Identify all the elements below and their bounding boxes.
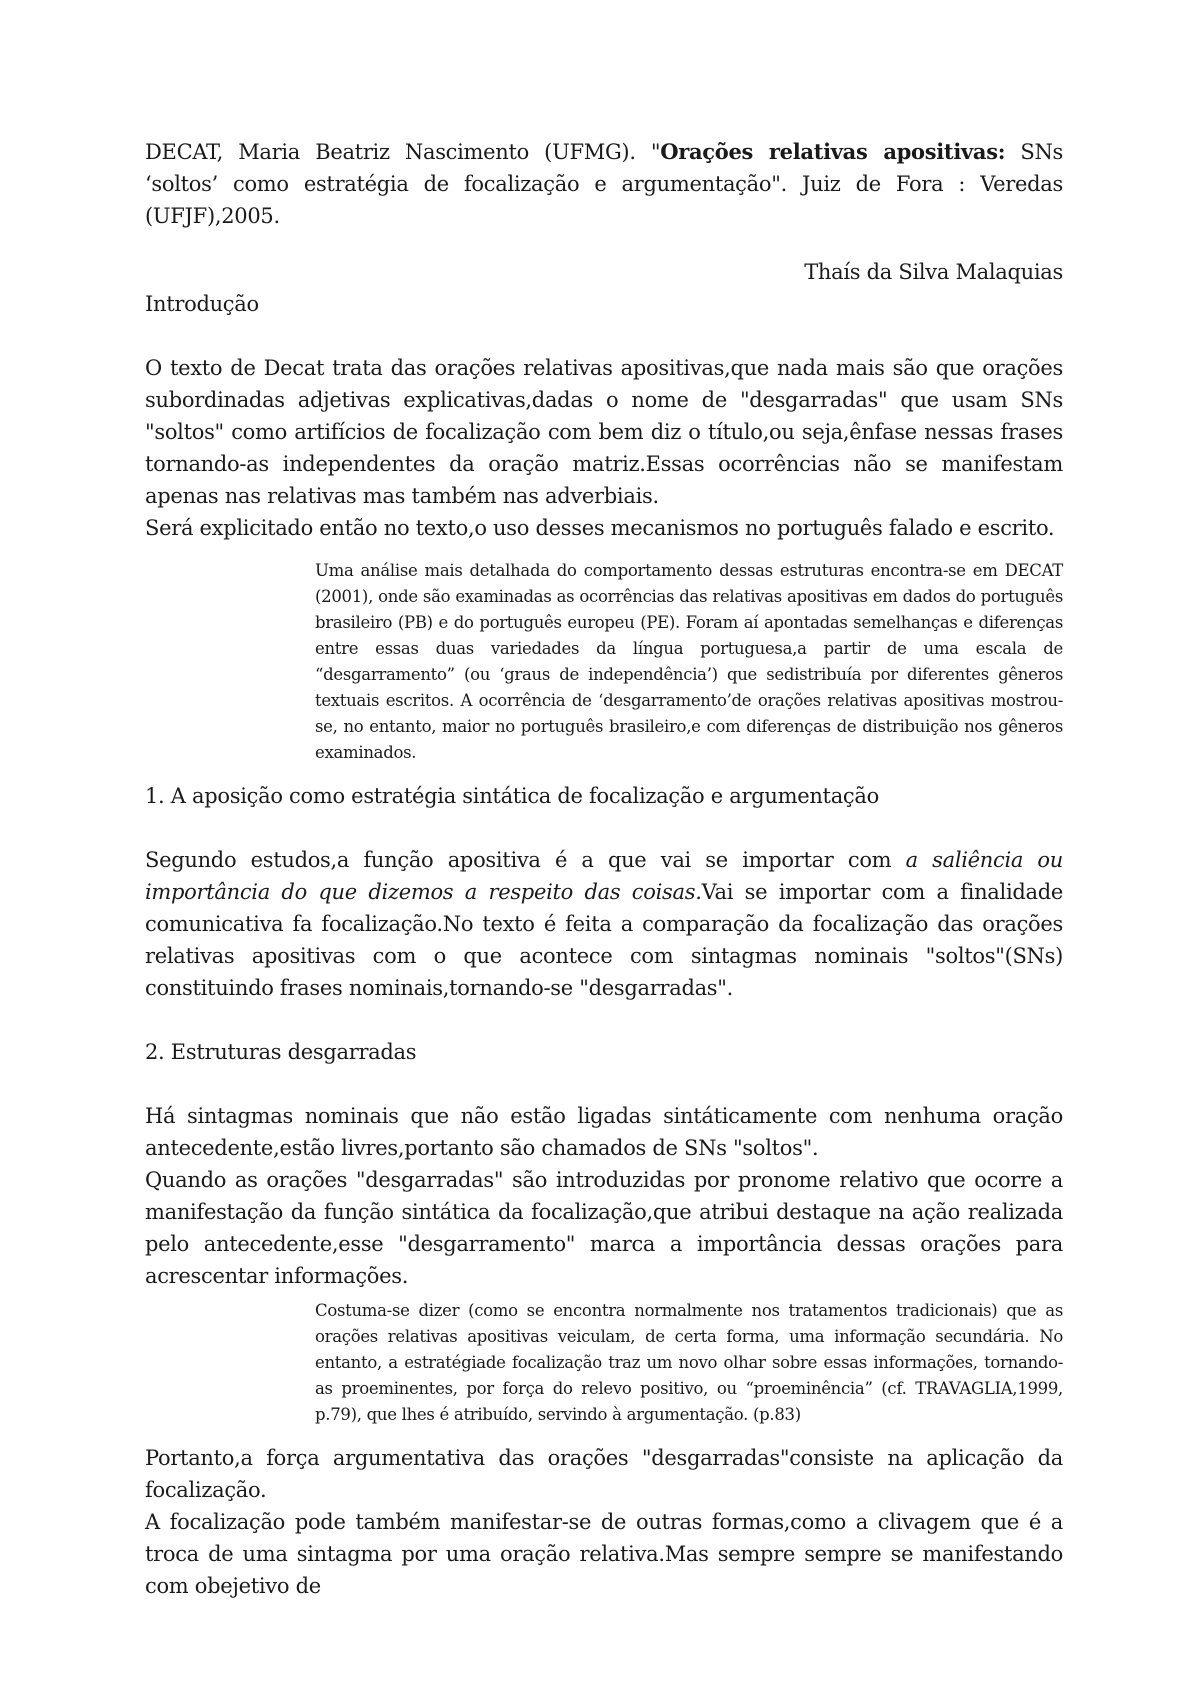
bibliographic-reference [145,136,1063,232]
section-1-italic-text: a saliência ou importância do que dizemos a respeito das coisas. [145,848,1063,904]
section-1-text-start: Segundo estudos,a função apositiva é a que vai se importar com [145,848,906,872]
conclusion-paragraph-1: Portanto,a força argumentativa das orações "desgarradas"consiste na aplicação da focalização. [145,1446,1063,1502]
block-quote-2: Costuma-se dizer (como se encontra normalmente nos tratamentos tradicionais) que as orações relativas apositivas veiculam, de certa forma, uma informação secundária. No entanto, a estratégiade focalização traz um novo olhar sobre essas informações, tornando-as proeminentes, por força do relevo positivo, ou “proeminência” (cf. TRAVAGLIA,1999, p.79), que lhes é atribuído, servindo à argumentação. (p.83) [315,1301,1063,1424]
conclusion-paragraph-2: A focalização pode também manifestar-se de outras formas,como a clivagem que é a troca de uma sintagma por uma oração relativa.Mas sempre sempre se manifestando com obejetivo de [145,1510,1063,1598]
section-1-text-end: Vai se importar com a finalidade comunicativa fa focalização.No texto é feita a comparação da focalização das orações relativas apositivas com o que acontece com sintagmas nominais "soltos"(SNs) constituindo frases nominais,tornando-se "desgarradas". [145,880,1063,1000]
section-1-paragraph [145,844,1063,1004]
author-name: Thaís da Silva Malaquias [804,260,1063,284]
reference-prefix: DECAT, Maria Beatriz Nascimento (UFMG). " [145,140,661,164]
section-2-paragraph-2: Quando as orações "desgarradas" são introduzidas por pronome relativo que ocorre a manifestação da função sintática da focalização,que atribui destaque na ação realizada pelo antecedente,esse "desgarramento" marca a importância dessas orações para acrescentar informações. [145,1168,1063,1288]
section-2-paragraph-1: Há sintagmas nominais que não estão ligadas sintáticamente com nenhuma oração antecedente,estão livres,portanto são chamados de SNs "soltos". [145,1104,1063,1160]
intro-paragraph: O texto de Decat trata das orações relativas apositivas,que nada mais são que orações subordinadas adjetivas explicativas,dadas o nome de "desgarradas" que usam SNs "soltos" como artifícios de focalização com bem diz o título,ou seja,ênfase nessas frases tornando-as independentes da oração matriz.Essas ocorrências não se manifestam apenas nas relativas mas também nas adverbiais. [145,356,1063,508]
document-page [145,136,1063,1602]
block-quote-1: Uma análise mais detalhada do comportamento dessas estruturas encontra-se em DECAT (2001), onde são examinadas as ocorrências das relativas apositivas em dados do português brasileiro (PB) e do português europeu (PE). Foram aí apontadas semelhanças e diferenças entre essas duas variedades da língua portuguesa,a partir de uma escala de “desgarramento” (ou ‘graus de independência’) que sedistribuía por diferentes gêneros textuais escritos. A ocorrência de ‘desgarramento’de orações relativas apositivas mostrou-se, no entanto, maior no português brasileiro,e com diferenças de distribuição nos gêneros examinados. [315,561,1063,762]
section-1-heading: 1. A aposição como estratégia sintática de focalização e argumentação [145,784,879,808]
intro-heading: Introdução [145,292,259,316]
reference-suffix: SNs ‘soltos’ como estratégia de focalização e argumentação". Juiz de Fora : Veredas (UFJF),2005. [145,140,1064,228]
section-2-heading: 2. Estruturas desgarradas [145,1040,417,1064]
intro-paragraph-2: Será explicitado então no texto,o uso desses mecanismos no português falado e escrito. [145,516,1055,540]
reference-title: Orações relativas apositivas: [660,139,1006,164]
